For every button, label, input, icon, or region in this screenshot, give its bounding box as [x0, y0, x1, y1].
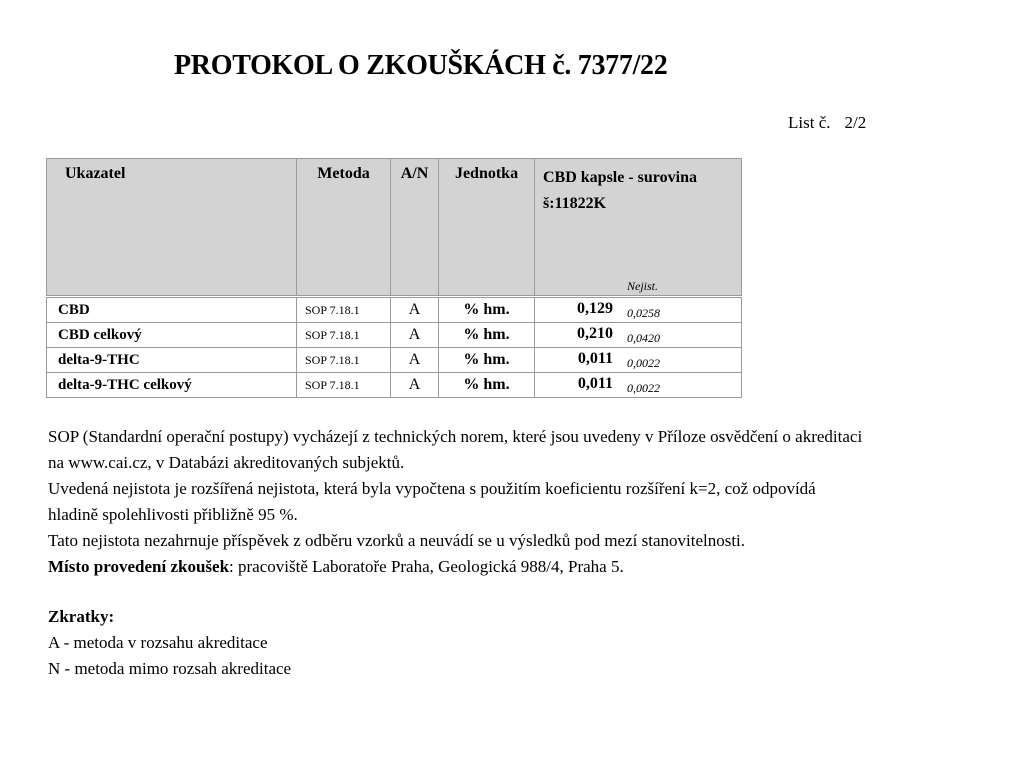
- table-row: [47, 323, 742, 348]
- results-table: [46, 158, 742, 398]
- abbreviation-n: N - metoda mimo rozsah akreditace: [48, 659, 292, 678]
- row-result: [535, 297, 742, 323]
- row-value: 0,011: [577, 349, 613, 367]
- abbreviations-section: [48, 604, 291, 682]
- table-row: [47, 348, 742, 373]
- document-title: PROTOKOL O ZKOUŠKÁCH č. 7377/22: [174, 50, 668, 81]
- row-unit: % hm.: [439, 323, 535, 348]
- row-indicator: CBD: [47, 297, 297, 323]
- sheet-number-value: 2/2: [844, 113, 867, 132]
- notes-section: [48, 424, 988, 580]
- row-uncertainty: 0,0022: [627, 380, 660, 395]
- abbreviation-a: A - metoda v rozsahu akreditace: [48, 633, 268, 652]
- row-method: SOP 7.18.1: [297, 373, 391, 398]
- row-value: 0,210: [577, 324, 613, 342]
- abbreviations-title: Zkratky:: [48, 607, 115, 626]
- note-line: Uvedená nejistota je rozšířená nejistota, která byla vypočtena s použitím koeficientu rozšíření k=2, což odpovídá: [48, 479, 816, 498]
- row-result: [535, 348, 742, 373]
- row-uncertainty: 0,0420: [627, 330, 660, 345]
- note-line: Tato nejistota nezahrnuje příspěvek z odběru vzorků a neuvádí se u výsledků pod mezí stanovitelnosti.: [48, 531, 746, 550]
- header-sample-name: CBD kapsle - surovina: [543, 169, 697, 186]
- note-line: na www.cai.cz, v Databázi akreditovaných subjektů.: [48, 453, 405, 472]
- header-indicator: Ukazatel: [47, 159, 297, 297]
- row-an: A: [391, 323, 439, 348]
- row-indicator: delta-9-THC: [47, 348, 297, 373]
- row-result: [535, 323, 742, 348]
- testing-place-value: : pracoviště Laboratoře Praha, Geologická 988/4, Praha 5.: [229, 557, 624, 576]
- row-result: [535, 373, 742, 398]
- testing-place-label: Místo provedení zkoušek: [48, 557, 230, 576]
- testing-place: [48, 554, 988, 580]
- table-header-row: [47, 159, 742, 297]
- sheet-label: List č.: [788, 113, 831, 132]
- row-indicator: delta-9-THC celkový: [47, 373, 297, 398]
- table-row: [47, 297, 742, 323]
- header-an: A/N: [391, 159, 439, 297]
- row-indicator: CBD celkový: [47, 323, 297, 348]
- row-value: 0,129: [577, 299, 613, 317]
- row-value: 0,011: [577, 374, 613, 392]
- header-unit: Jednotka: [439, 159, 535, 297]
- row-an: A: [391, 348, 439, 373]
- row-method: SOP 7.18.1: [297, 348, 391, 373]
- note-line: hladině spolehlivosti přibližně 95 %.: [48, 505, 298, 524]
- sheet-number: [788, 113, 866, 133]
- row-an: A: [391, 373, 439, 398]
- header-method: Metoda: [297, 159, 391, 297]
- header-sample: [535, 159, 742, 297]
- row-method: SOP 7.18.1: [297, 323, 391, 348]
- row-method: SOP 7.18.1: [297, 297, 391, 323]
- row-unit: % hm.: [439, 297, 535, 323]
- table-row: [47, 373, 742, 398]
- row-unit: % hm.: [439, 373, 535, 398]
- header-uncertainty: Nejist.: [627, 279, 659, 293]
- row-unit: % hm.: [439, 348, 535, 373]
- header-sample-code: š:11822K: [543, 195, 607, 212]
- note-line: SOP (Standardní operační postupy) vycházejí z technických norem, které jsou uvedeny v Příloze osvědčení o akreditaci: [48, 427, 863, 446]
- row-an: A: [391, 297, 439, 323]
- row-uncertainty: 0,0258: [627, 305, 660, 320]
- row-uncertainty: 0,0022: [627, 355, 660, 370]
